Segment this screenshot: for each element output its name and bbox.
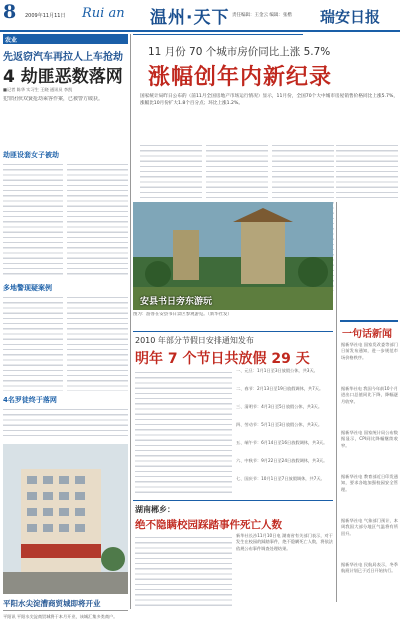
main-kicker: 11 月份 70 个城市房价同比上涨 5.7% <box>148 46 331 58</box>
sidebar-title: 一句话新闻 <box>342 329 392 340</box>
left-lead: 犯罪团伙双簧抢劫乘客作案，已被警方破获。 <box>3 96 104 102</box>
sidebar-news-item: 据新华社电 国家发改委等部门日前发布通知，进一步规范市场价格秩序。 <box>341 342 398 360</box>
holiday-headline: 明年 7 个节日共放假 29 天 <box>135 351 310 367</box>
left-subhead-2: 多地警现疑案例 <box>3 284 52 292</box>
rule <box>133 331 333 332</box>
mall-photo-caption: 平阳水尖淀漕商贸城即将开业 <box>3 599 101 608</box>
left-subhead-1: 劫匪设套女子被劫 <box>3 151 59 159</box>
hunan-kicker: 湖南郴乡： <box>135 505 175 514</box>
hunan-headline: 绝不隐瞒校园踩踏事件死亡人数 <box>135 519 282 531</box>
column-divider <box>336 202 337 602</box>
section-title: 温州·天下 <box>150 8 230 28</box>
left-headline-top: 先返窃汽车再拉人上车抢劫 <box>3 52 123 63</box>
holiday-body <box>135 368 232 496</box>
left-byline: ■记者 陈华 实习生 王晓 通讯员 李凯 <box>3 87 73 92</box>
holiday-item: 一、元旦：1月1日至3日放假公休，共3天。 <box>236 368 318 373</box>
editor-credits: 责任编辑：王金云 编辑：张楷 <box>232 13 292 18</box>
hunan-body-col1 <box>135 533 232 607</box>
holiday-kicker: 2010 年部分节假日安排通知发布 <box>135 336 254 345</box>
left-headline: 4 劫匪恶数落网 <box>3 67 123 87</box>
mall-building-illustration <box>3 444 128 594</box>
holiday-item: 三、清明节：4月3日至5日放假公休，共3天。 <box>236 404 323 409</box>
issue-date: 2009年11月11日 <box>25 13 66 19</box>
column-divider <box>130 34 131 609</box>
page-number: 8 <box>3 1 17 23</box>
page-footer-text: 平阳讯 平阳水尖淀商贸城将于本月开业，该城汇集多类商户。 <box>3 614 118 619</box>
left-body-col3 <box>3 293 63 391</box>
sidebar-news-item: 据新华社电 国家统计局公布数据显示，CPI同比降幅继续收窄。 <box>341 430 398 448</box>
scenic-photo-title: 安县书日旁东游玩 <box>140 297 213 307</box>
sidebar-news-item: 据新华社电 气象部门预计，本周我国大部分地区气温将有所回升。 <box>341 518 398 536</box>
main-lead: 国家统计局昨日公布的（前11月全国房地产市场运行情况）显示，11月份，全国70个大中城市房屋销售价格同比上涨5.7%，涨幅比10月份扩大1.8个百分点；环比上涨1.2%。 <box>140 94 398 106</box>
newspaper-logo: 瑞安日报 <box>320 8 381 26</box>
left-subhead-3: 4名罗徒终于落网 <box>3 396 57 404</box>
sidebar-list <box>341 342 398 608</box>
left-kicker: 农业 <box>5 37 18 44</box>
scenic-photo-caption: 图为：游客在安县书日景区参观游览。（新华社发） <box>133 312 232 317</box>
holiday-item: 四、劳动节：5月1日至3日放假公休，共3天。 <box>236 422 323 427</box>
left-body-col1 <box>3 160 63 278</box>
mall-photo <box>3 444 128 594</box>
brand-name: Rui an <box>82 6 125 21</box>
left-body-col2 <box>67 160 128 278</box>
hunan-body-col2: 新华社长沙11月10日电 湖南省有关部门表示，对于发生在校园的踩踏事件，绝不隐瞒死亡人数，将依法依规公布事件调查处理结果。 <box>236 533 333 551</box>
main-headline: 涨幅创年内新纪录 <box>148 65 333 90</box>
left-body-col4 <box>67 293 128 391</box>
rule <box>133 500 333 501</box>
main-body-col4 <box>336 141 398 201</box>
sidebar-news-item: 据新华社电 我国今年前10个月进出口总值同比下降，降幅逐月收窄。 <box>341 386 398 404</box>
sidebar-news-item: 据新华社电 民航局表示，冬季航班计划已于近日开始执行。 <box>341 562 398 574</box>
sidebar-news-item: 据新华社电 教育部近日印发通知，要求各地加强校园安全管理。 <box>341 474 398 492</box>
left-kicker-bar <box>3 34 128 44</box>
rule <box>340 320 398 322</box>
holiday-item: 七、国庆节：10月1日至7日放假调休，共7天。 <box>236 476 325 481</box>
rule <box>133 34 303 35</box>
left-body-col5 <box>3 405 128 440</box>
holiday-list <box>236 368 333 496</box>
holiday-item: 五、端午节：6月14日至16日放假调休，共3天。 <box>236 440 328 445</box>
divider <box>3 610 128 611</box>
holiday-item: 二、春节：2月13日至19日放假调休，共7天。 <box>236 386 324 391</box>
holiday-item: 六、中秋节：9月22日至24日放假调休，共3天。 <box>236 458 328 463</box>
